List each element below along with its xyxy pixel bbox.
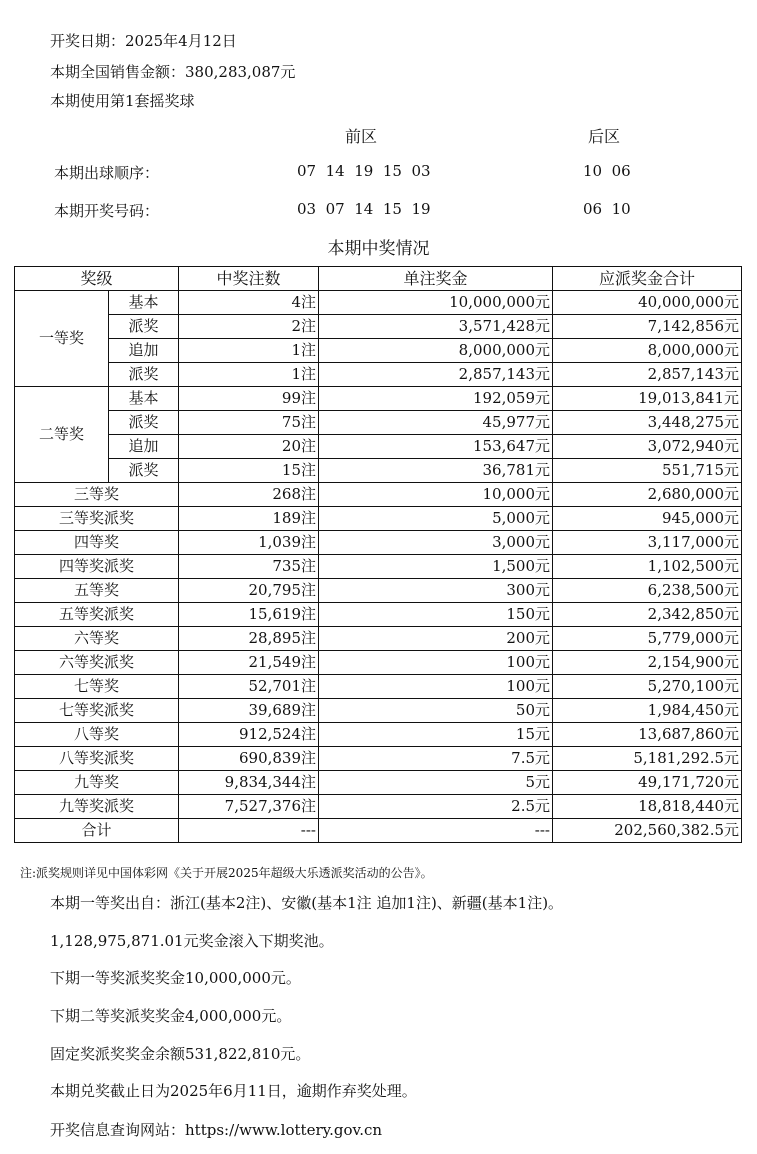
table-row bbox=[15, 627, 742, 651]
win-count: 21,549注 bbox=[179, 651, 319, 675]
sum-label: 合计 bbox=[15, 819, 179, 843]
header-total: 应派奖金合计 bbox=[553, 267, 742, 291]
win-count: 268注 bbox=[179, 483, 319, 507]
total-prize: 7,142,856元 bbox=[553, 315, 742, 339]
total-prize: 551,715元 bbox=[553, 459, 742, 483]
win-count: 20,795注 bbox=[179, 579, 319, 603]
fixed-bonus-balance: 固定奖派奖奖金余额531,822,810元。 bbox=[50, 1045, 311, 1063]
prize-level: 七等奖 bbox=[15, 675, 179, 699]
prize-level: 六等奖派奖 bbox=[15, 651, 179, 675]
table-row bbox=[15, 291, 742, 315]
total-prize: 3,117,000元 bbox=[553, 531, 742, 555]
table-header-row bbox=[15, 267, 742, 291]
sub-type: 派奖 bbox=[109, 411, 179, 435]
prize-level: 三等奖派奖 bbox=[15, 507, 179, 531]
total-prize: 2,857,143元 bbox=[553, 363, 742, 387]
draw-order-front: 07 14 19 15 03 bbox=[297, 162, 431, 180]
prize-level: 七等奖派奖 bbox=[15, 699, 179, 723]
sum-count: --- bbox=[179, 819, 319, 843]
table-row bbox=[15, 579, 742, 603]
unit-prize: 300元 bbox=[319, 579, 553, 603]
draw-date: 开奖日期：2025年4月12日 bbox=[50, 32, 237, 50]
ball-set: 本期使用第1套摇奖球 bbox=[50, 92, 195, 110]
total-prize: 1,102,500元 bbox=[553, 555, 742, 579]
table-row bbox=[15, 363, 742, 387]
win-count: 28,895注 bbox=[179, 627, 319, 651]
table-row bbox=[15, 603, 742, 627]
win-count: 2注 bbox=[179, 315, 319, 339]
draw-order-back: 10 06 bbox=[583, 162, 631, 180]
table-row bbox=[15, 459, 742, 483]
website-link[interactable]: 开奖信息查询网站：https://www.lottery.gov.cn bbox=[50, 1121, 383, 1139]
sub-type: 基本 bbox=[109, 291, 179, 315]
prize-level: 三等奖 bbox=[15, 483, 179, 507]
table-row bbox=[15, 507, 742, 531]
prize-level: 六等奖 bbox=[15, 627, 179, 651]
sum-unit: --- bbox=[319, 819, 553, 843]
sub-type: 追加 bbox=[109, 339, 179, 363]
sub-type: 派奖 bbox=[109, 459, 179, 483]
win-count: 9,834,344注 bbox=[179, 771, 319, 795]
total-prize: 18,818,440元 bbox=[553, 795, 742, 819]
win-count: 75注 bbox=[179, 411, 319, 435]
table-row bbox=[15, 435, 742, 459]
total-prize: 2,680,000元 bbox=[553, 483, 742, 507]
sub-type: 派奖 bbox=[109, 363, 179, 387]
prize-table bbox=[14, 266, 742, 843]
total-prize: 19,013,841元 bbox=[553, 387, 742, 411]
table-row bbox=[15, 771, 742, 795]
sales-amount: 本期全国销售金额：380,283,087元 bbox=[50, 63, 296, 81]
total-prize: 945,000元 bbox=[553, 507, 742, 531]
total-prize: 3,072,940元 bbox=[553, 435, 742, 459]
unit-prize: 5元 bbox=[319, 771, 553, 795]
header-level: 奖级 bbox=[15, 267, 179, 291]
win-count: 15,619注 bbox=[179, 603, 319, 627]
total-prize: 2,342,850元 bbox=[553, 603, 742, 627]
table-row bbox=[15, 387, 742, 411]
unit-prize: 15元 bbox=[319, 723, 553, 747]
total-prize: 6,238,500元 bbox=[553, 579, 742, 603]
unit-prize: 2.5元 bbox=[319, 795, 553, 819]
next-first-bonus: 下期一等奖派奖奖金10,000,000元。 bbox=[50, 969, 301, 987]
table-note: 注:派奖规则详见中国体彩网《关于开展2025年超级大乐透派奖活动的公告》。 bbox=[20, 866, 433, 880]
winning-numbers-back: 06 10 bbox=[583, 200, 631, 218]
table-row bbox=[15, 723, 742, 747]
unit-prize: 5,000元 bbox=[319, 507, 553, 531]
next-second-bonus: 下期二等奖派奖奖金4,000,000元。 bbox=[50, 1007, 292, 1025]
unit-prize: 200元 bbox=[319, 627, 553, 651]
unit-prize: 10,000,000元 bbox=[319, 291, 553, 315]
prize-level: 九等奖派奖 bbox=[15, 795, 179, 819]
prize-level: 九等奖 bbox=[15, 771, 179, 795]
total-prize: 40,000,000元 bbox=[553, 291, 742, 315]
prize-level: 四等奖派奖 bbox=[15, 555, 179, 579]
win-count: 4注 bbox=[179, 291, 319, 315]
total-prize: 13,687,860元 bbox=[553, 723, 742, 747]
unit-prize: 2,857,143元 bbox=[319, 363, 553, 387]
unit-prize: 100元 bbox=[319, 651, 553, 675]
sum-row bbox=[15, 819, 742, 843]
table-row bbox=[15, 339, 742, 363]
unit-prize: 36,781元 bbox=[319, 459, 553, 483]
win-count: 39,689注 bbox=[179, 699, 319, 723]
table-row bbox=[15, 315, 742, 339]
total-prize: 5,181,292.5元 bbox=[553, 747, 742, 771]
win-count: 20注 bbox=[179, 435, 319, 459]
unit-prize: 153,647元 bbox=[319, 435, 553, 459]
group-name: 一等奖 bbox=[15, 291, 109, 387]
prize-level: 八等奖派奖 bbox=[15, 747, 179, 771]
winning-numbers-label: 本期开奖号码： bbox=[54, 202, 160, 220]
win-count: 15注 bbox=[179, 459, 319, 483]
sub-type: 追加 bbox=[109, 435, 179, 459]
prize-level: 五等奖 bbox=[15, 579, 179, 603]
unit-prize: 150元 bbox=[319, 603, 553, 627]
unit-prize: 10,000元 bbox=[319, 483, 553, 507]
table-row bbox=[15, 699, 742, 723]
win-count: 189注 bbox=[179, 507, 319, 531]
prize-level: 五等奖派奖 bbox=[15, 603, 179, 627]
rollover-amount: 1,128,975,871.01元奖金滚入下期奖池。 bbox=[50, 932, 334, 950]
sub-type: 基本 bbox=[109, 387, 179, 411]
unit-prize: 7.5元 bbox=[319, 747, 553, 771]
prize-level: 八等奖 bbox=[15, 723, 179, 747]
win-count: 690,839注 bbox=[179, 747, 319, 771]
total-prize: 5,779,000元 bbox=[553, 627, 742, 651]
table-row bbox=[15, 531, 742, 555]
sum-total: 202,560,382.5元 bbox=[553, 819, 742, 843]
draw-order-label: 本期出球顺序： bbox=[54, 164, 160, 182]
group-name: 二等奖 bbox=[15, 387, 109, 483]
front-zone-label: 前区 bbox=[345, 127, 378, 146]
unit-prize: 8,000,000元 bbox=[319, 339, 553, 363]
unit-prize: 45,977元 bbox=[319, 411, 553, 435]
claim-deadline: 本期兑奖截止日为2025年6月11日，逾期作弃奖处理。 bbox=[50, 1082, 417, 1100]
win-count: 1,039注 bbox=[179, 531, 319, 555]
header-unit: 单注奖金 bbox=[319, 267, 553, 291]
total-prize: 1,984,450元 bbox=[553, 699, 742, 723]
table-row bbox=[15, 555, 742, 579]
prize-level: 四等奖 bbox=[15, 531, 179, 555]
win-count: 735注 bbox=[179, 555, 319, 579]
back-zone-label: 后区 bbox=[588, 127, 621, 146]
unit-prize: 100元 bbox=[319, 675, 553, 699]
win-count: 1注 bbox=[179, 339, 319, 363]
unit-prize: 192,059元 bbox=[319, 387, 553, 411]
table-row bbox=[15, 483, 742, 507]
total-prize: 3,448,275元 bbox=[553, 411, 742, 435]
winning-numbers-front: 03 07 14 15 19 bbox=[297, 200, 431, 218]
table-title: 本期中奖情况 bbox=[327, 239, 430, 259]
sub-type: 派奖 bbox=[109, 315, 179, 339]
unit-prize: 1,500元 bbox=[319, 555, 553, 579]
unit-prize: 3,000元 bbox=[319, 531, 553, 555]
win-count: 912,524注 bbox=[179, 723, 319, 747]
first-prize-origin: 本期一等奖出自：浙江(基本2注)、安徽(基本1注 追加1注)、新疆(基本1注)。 bbox=[50, 894, 564, 912]
header-count: 中奖注数 bbox=[179, 267, 319, 291]
win-count: 1注 bbox=[179, 363, 319, 387]
unit-prize: 50元 bbox=[319, 699, 553, 723]
win-count: 7,527,376注 bbox=[179, 795, 319, 819]
win-count: 99注 bbox=[179, 387, 319, 411]
total-prize: 5,270,100元 bbox=[553, 675, 742, 699]
table-row bbox=[15, 747, 742, 771]
total-prize: 2,154,900元 bbox=[553, 651, 742, 675]
total-prize: 49,171,720元 bbox=[553, 771, 742, 795]
unit-prize: 3,571,428元 bbox=[319, 315, 553, 339]
table-row bbox=[15, 411, 742, 435]
table-row bbox=[15, 795, 742, 819]
table-row bbox=[15, 675, 742, 699]
table-row bbox=[15, 651, 742, 675]
total-prize: 8,000,000元 bbox=[553, 339, 742, 363]
win-count: 52,701注 bbox=[179, 675, 319, 699]
